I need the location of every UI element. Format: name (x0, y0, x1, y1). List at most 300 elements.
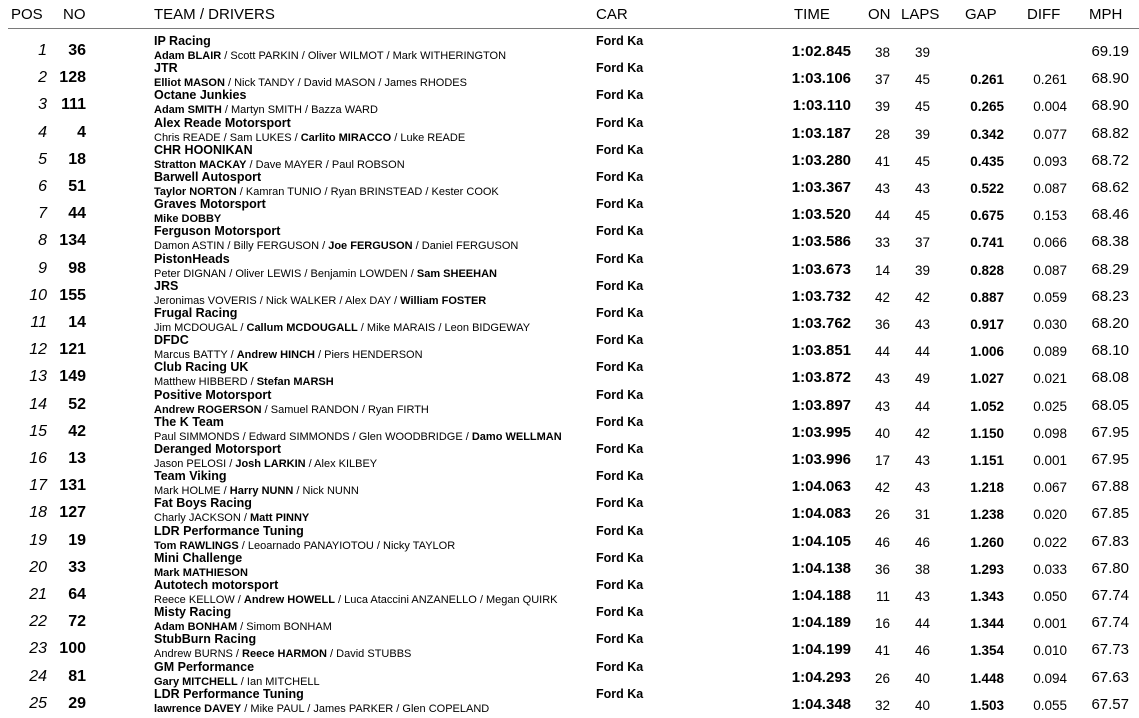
driver-name: Mike DOBBY (154, 213, 222, 226)
driver-name: Nicky TAYLOR (383, 539, 456, 552)
cell-time: 1:03.851 (791, 342, 851, 360)
cell-car: Ford Ka (596, 278, 644, 293)
cell-no: 81 (68, 667, 86, 685)
cell-gap: 1.052 (970, 398, 1004, 414)
cell-drivers: Damon ASTIN / Billy FERGUSON / Joe FERGUSON / Daniel FERGUSON (154, 240, 519, 253)
driver-name: Martyn SMITH (231, 104, 302, 117)
table-row (0, 301, 1139, 334)
table-row (0, 111, 1139, 144)
cell-gap: 1.448 (970, 670, 1004, 686)
cell-car: Ford Ka (596, 197, 644, 212)
cell-car: Ford Ka (596, 632, 644, 647)
cell-no: 44 (68, 205, 86, 223)
cell-team: StubBurn Racing (154, 632, 257, 647)
cell-on: 28 (874, 126, 890, 142)
cell-team: Mini Challenge (154, 550, 243, 565)
cell-no: 18 (68, 150, 86, 168)
cell-diff: 0.001 (1033, 616, 1067, 632)
cell-time: 1:03.673 (791, 260, 851, 278)
cell-laps: 45 (914, 153, 930, 169)
driver-name: Piers HENDERSON (324, 349, 423, 362)
cell-team: Octane Junkies (154, 88, 247, 103)
cell-no: 98 (68, 259, 86, 277)
cell-mph: 67.80 (1091, 559, 1129, 577)
cell-pos: 8 (38, 232, 47, 250)
cell-laps: 46 (914, 643, 930, 659)
cell-time: 1:04.188 (791, 587, 851, 604)
cell-time: 1:02.845 (791, 43, 851, 60)
cell-pos: 18 (29, 504, 47, 522)
cell-laps: 39 (914, 126, 930, 142)
cell-team: IP Racing (154, 34, 211, 48)
cell-team: Alex Reade Motorsport (154, 115, 291, 130)
cell-car: Ford Ka (596, 333, 644, 348)
cell-mph: 68.72 (1091, 151, 1129, 169)
cell-on: 36 (874, 317, 890, 332)
driver-name: Stratton MACKAY (154, 158, 247, 171)
cell-team: Misty Racing (154, 605, 232, 620)
cell-car: Ford Ka (596, 34, 644, 48)
table-row (0, 573, 1139, 606)
cell-team: LDR Performance Tuning (154, 686, 304, 701)
driver-name: Bazza WARD (311, 104, 378, 117)
cell-time: 1:03.995 (791, 423, 851, 441)
cell-no: 121 (59, 341, 86, 359)
cell-car: Ford Ka (596, 523, 644, 538)
driver-name: Benjamin LOWDEN (310, 267, 408, 280)
cell-time: 1:04.083 (791, 505, 851, 523)
header-on: ON (868, 6, 891, 23)
cell-drivers: Chris READE / Sam LUKES / Carlito MIRACCO / Luke READE (154, 131, 466, 144)
driver-name: James RHODES (384, 77, 467, 90)
driver-name: Sam SHEEHAN (416, 267, 497, 280)
cell-team: Deranged Motorsport (154, 442, 282, 456)
cell-mph: 68.90 (1091, 97, 1129, 115)
cell-laps: 38 (914, 561, 930, 577)
cell-laps: 43 (914, 589, 930, 604)
cell-pos: 5 (38, 150, 47, 168)
driver-name: Reece KELLOW (154, 594, 235, 606)
cell-laps: 43 (914, 480, 930, 496)
header-time: TIME (794, 6, 830, 23)
cell-laps: 37 (914, 235, 930, 251)
cell-time: 1:03.187 (791, 124, 851, 142)
cell-mph: 67.73 (1091, 641, 1129, 659)
cell-no: 111 (61, 96, 86, 114)
header-laps: LAPS (901, 6, 940, 23)
cell-car: Ford Ka (596, 170, 644, 184)
cell-no: 128 (59, 69, 86, 87)
driver-name: Damon ASTIN (154, 240, 225, 253)
cell-on: 17 (874, 453, 890, 468)
cell-drivers: Reece KELLOW / Andrew HOWELL / Luca Ataccini ANZANELLO / Megan QUIRK (154, 594, 558, 606)
cell-time: 1:04.105 (791, 532, 851, 550)
table-row (0, 165, 1139, 198)
driver-name: Glen COPELAND (402, 702, 490, 715)
driver-name: Matt PINNY (249, 512, 310, 525)
driver-name: Ryan FIRTH (367, 403, 429, 416)
cell-diff: 0.098 (1033, 425, 1067, 441)
cell-time: 1:03.732 (791, 287, 851, 305)
driver-name: Oliver LEWIS (235, 267, 302, 280)
cell-diff: 0.025 (1033, 398, 1067, 414)
cell-on: 43 (874, 181, 890, 196)
cell-drivers: Tom RAWLINGS / Leoarnado PANAYIOTOU / Nicky TAYLOR (154, 539, 456, 552)
driver-name: Damo WELLMAN (471, 430, 562, 443)
cell-mph: 67.57 (1091, 695, 1129, 713)
cell-car: Ford Ka (596, 387, 644, 402)
cell-diff: 0.094 (1033, 670, 1067, 686)
driver-name: Kester COOK (431, 186, 499, 198)
cell-mph: 68.29 (1091, 260, 1129, 278)
driver-name: David MASON (303, 77, 376, 90)
cell-pos: 3 (38, 96, 47, 114)
cell-on: 40 (874, 425, 890, 441)
cell-time: 1:04.348 (791, 695, 851, 713)
cell-team: JRS (154, 278, 179, 293)
cell-mph: 67.74 (1091, 614, 1129, 632)
header-no: NO (63, 6, 86, 23)
cell-mph: 68.62 (1091, 179, 1129, 196)
cell-laps: 45 (914, 72, 930, 88)
table-row (0, 627, 1139, 661)
cell-team: Barwell Autosport (154, 170, 262, 184)
cell-gap: 0.917 (970, 317, 1004, 332)
cell-diff: 0.055 (1033, 697, 1067, 713)
driver-name: David STUBBS (336, 648, 412, 661)
driver-name: Oliver WILMOT (307, 50, 384, 62)
table-row (0, 491, 1139, 525)
driver-name: Glen WOODBRIDGE (358, 430, 463, 443)
cell-laps: 40 (914, 670, 930, 686)
driver-name: Luca Ataccini ANZANELLO (344, 594, 477, 606)
cell-no: 100 (59, 640, 86, 658)
cell-team: Frugal Racing (154, 306, 238, 320)
cell-time: 1:03.520 (791, 206, 851, 224)
cell-laps: 43 (914, 317, 930, 332)
cell-on: 26 (874, 670, 890, 686)
cell-laps: 43 (914, 181, 930, 196)
cell-car: Ford Ka (596, 442, 644, 456)
driver-name: Simom BONHAM (246, 621, 332, 634)
table-row (0, 355, 1139, 389)
table-row (0, 328, 1139, 362)
cell-team: Fat Boys Racing (154, 496, 252, 511)
cell-car: Ford Ka (596, 605, 644, 620)
header-team-drivers: TEAM / DRIVERS (154, 6, 275, 23)
cell-time: 1:04.138 (791, 559, 851, 577)
results-header (0, 0, 1139, 28)
cell-mph: 67.95 (1091, 451, 1129, 468)
cell-pos: 2 (38, 69, 47, 87)
cell-drivers: Elliot MASON / Nick TANDY / David MASON / James RHODES (154, 77, 467, 90)
driver-name: Ian MITCHELL (246, 675, 320, 688)
cell-time: 1:04.293 (791, 668, 851, 686)
header-gap: GAP (965, 6, 997, 23)
cell-car: Ford Ka (596, 224, 644, 239)
cell-on: 44 (874, 208, 890, 224)
cell-drivers: Jeronimas VOVERIS / Nick WALKER / Alex DAY / William FOSTER (154, 294, 487, 307)
cell-gap: 1.027 (970, 371, 1004, 387)
header-car: CAR (596, 6, 628, 23)
cell-pos: 7 (38, 205, 47, 223)
cell-laps: 44 (914, 616, 930, 632)
driver-name: Alex DAY (344, 294, 391, 307)
driver-name: Peter DIGNAN (154, 267, 227, 280)
driver-name: Adam BONHAM (154, 621, 238, 634)
cell-pos: 9 (38, 259, 47, 277)
table-row (0, 219, 1139, 253)
cell-team: GM Performance (154, 659, 255, 674)
table-row (0, 29, 1139, 62)
driver-name: Nick NUNN (302, 485, 359, 498)
table-row (0, 383, 1139, 416)
driver-name: Ryan BRINSTEAD (330, 186, 423, 198)
driver-name: Tom RAWLINGS (154, 539, 239, 552)
cell-laps: 49 (914, 371, 930, 387)
driver-name: Edward SIMMONDS (248, 430, 350, 443)
cell-no: 131 (59, 477, 86, 495)
cell-team: LDR Performance Tuning (154, 523, 304, 538)
driver-name: Mark MATHIESON (154, 566, 248, 579)
cell-team: Club Racing UK (154, 360, 249, 375)
cell-diff: 0.022 (1033, 534, 1067, 550)
cell-car: Ford Ka (596, 578, 644, 592)
cell-drivers: Mark HOLME / Harry NUNN / Nick NUNN (154, 485, 359, 498)
cell-pos: 21 (29, 586, 47, 603)
cell-on: 26 (874, 507, 890, 523)
table-row (0, 546, 1139, 579)
cell-pos: 11 (30, 314, 47, 331)
cell-drivers: Matthew HIBBERD / Stefan MARSH (154, 376, 334, 389)
cell-mph: 67.63 (1091, 668, 1129, 686)
cell-mph: 67.88 (1091, 478, 1129, 496)
cell-car: Ford Ka (596, 306, 644, 320)
cell-drivers: Jim MCDOUGAL / Callum MCDOUGALL / Mike MARAIS / Leon BIDGEWAY (154, 322, 531, 334)
driver-name: Jim MCDOUGAL (154, 322, 238, 334)
cell-time: 1:03.872 (791, 369, 851, 387)
cell-time: 1:03.996 (791, 451, 851, 468)
table-row (0, 56, 1139, 90)
cell-mph: 68.20 (1091, 315, 1129, 332)
cell-on: 16 (874, 616, 890, 632)
driver-name: Chris READE (154, 131, 221, 144)
cell-car: Ford Ka (596, 414, 644, 429)
cell-team: CHR HOONIKAN (154, 142, 253, 157)
driver-name: Mike MARAIS (366, 322, 436, 334)
cell-mph: 67.74 (1091, 587, 1129, 604)
driver-name: Reece HARMON (242, 648, 327, 661)
cell-diff: 0.066 (1033, 235, 1067, 251)
table-row (0, 464, 1139, 498)
cell-gap: 1.293 (970, 561, 1004, 577)
cell-on: 33 (874, 235, 890, 251)
cell-time: 1:03.586 (791, 233, 851, 251)
cell-on: 42 (874, 289, 890, 305)
driver-name: Luke READE (400, 131, 466, 144)
cell-time: 1:03.106 (791, 70, 851, 88)
cell-pos: 15 (29, 422, 47, 440)
table-row (0, 83, 1139, 117)
cell-diff: 0.261 (1033, 72, 1067, 88)
driver-name: Callum MCDOUGALL (246, 322, 358, 334)
cell-car: Ford Ka (596, 550, 644, 565)
cell-mph: 67.95 (1091, 423, 1129, 441)
cell-car: Ford Ka (596, 142, 644, 157)
header-mph: MPH (1089, 6, 1123, 23)
cell-laps: 46 (914, 534, 930, 550)
cell-team: Autotech motorsport (154, 578, 279, 592)
cell-drivers: Adam BLAIR / Scott PARKIN / Oliver WILMOT / Mark WITHERINGTON (154, 50, 507, 62)
cell-car: Ford Ka (596, 659, 644, 674)
cell-car: Ford Ka (596, 61, 644, 76)
cell-mph: 68.08 (1091, 369, 1129, 387)
cell-on: 37 (874, 72, 890, 88)
cell-car: Ford Ka (596, 251, 644, 266)
cell-gap: 0.522 (970, 181, 1004, 196)
cell-gap: 0.265 (970, 99, 1004, 115)
cell-diff: 0.001 (1033, 453, 1067, 468)
cell-laps: 45 (914, 208, 930, 224)
cell-drivers: Stratton MACKAY / Dave MAYER / Paul ROBSON (154, 158, 405, 171)
cell-car: Ford Ka (596, 88, 644, 103)
cell-car: Ford Ka (596, 115, 644, 130)
cell-gap: 0.342 (970, 126, 1004, 142)
driver-name: Leoarnado PANAYIOTOU (247, 539, 374, 552)
driver-name: Daniel FERGUSON (421, 240, 519, 253)
cell-no: 4 (77, 123, 86, 141)
driver-name: Jeronimas VOVERIS (154, 294, 257, 307)
cell-gap: 1.151 (970, 453, 1004, 468)
cell-diff: 0.004 (1033, 99, 1067, 115)
cell-diff: 0.087 (1033, 181, 1067, 196)
cell-diff: 0.093 (1033, 153, 1067, 169)
cell-mph: 67.83 (1091, 532, 1129, 550)
cell-on: 41 (874, 643, 890, 659)
table-row (0, 274, 1139, 307)
cell-pos: 23 (29, 640, 47, 658)
cell-no: 127 (59, 504, 86, 522)
driver-name: Gary MITCHELL (154, 675, 238, 688)
cell-gap: 0.435 (970, 153, 1004, 169)
cell-no: 19 (68, 531, 86, 549)
driver-name: Andrew ROGERSON (154, 403, 262, 416)
cell-diff: 0.050 (1033, 589, 1067, 604)
cell-pos: 1 (38, 42, 47, 59)
table-row (0, 410, 1139, 443)
cell-drivers: Andrew BURNS / Reece HARMON / David STUBBS (154, 648, 412, 661)
cell-no: 64 (68, 586, 86, 603)
cell-time: 1:04.189 (791, 614, 851, 632)
cell-gap: 1.354 (970, 643, 1004, 659)
cell-laps: 40 (914, 697, 930, 713)
cell-diff: 0.033 (1033, 561, 1067, 577)
cell-laps: 42 (914, 425, 930, 441)
cell-drivers: Peter DIGNAN / Oliver LEWIS / Benjamin LOWDEN / Sam SHEEHAN (154, 267, 497, 280)
driver-name: Adam BLAIR (154, 50, 222, 62)
driver-name: Adam SMITH (154, 104, 222, 117)
cell-on: 41 (874, 153, 890, 169)
driver-name: Paul ROBSON (331, 158, 405, 171)
cell-mph: 67.85 (1091, 505, 1129, 523)
cell-time: 1:04.063 (791, 478, 851, 496)
driver-name: Jason PELOSI (154, 458, 227, 470)
cell-car: Ford Ka (596, 360, 644, 375)
cell-gap: 0.887 (970, 289, 1004, 305)
cell-diff: 0.020 (1033, 507, 1067, 523)
cell-laps: 39 (914, 262, 930, 278)
cell-no: 72 (68, 613, 86, 631)
cell-on: 42 (874, 480, 890, 496)
cell-diff: 0.021 (1033, 371, 1067, 387)
cell-time: 1:03.897 (791, 396, 851, 414)
cell-pos: 17 (29, 477, 47, 495)
cell-diff: 0.087 (1033, 262, 1067, 278)
cell-no: 155 (59, 286, 86, 304)
cell-diff: 0.067 (1033, 480, 1067, 496)
results-table (0, 29, 1139, 718)
driver-name: lawrence DAVEY (154, 702, 242, 715)
cell-pos: 22 (29, 613, 47, 631)
driver-name: Kamran TUNIO (245, 186, 322, 198)
cell-no: 33 (68, 558, 86, 576)
driver-name: Taylor NORTON (154, 186, 237, 198)
cell-diff: 0.153 (1033, 208, 1067, 224)
cell-on: 43 (874, 398, 890, 414)
driver-name: Charly JACKSON (154, 512, 241, 525)
cell-team: Graves Motorsport (154, 197, 266, 212)
cell-laps: 44 (914, 344, 930, 360)
cell-gap: 1.343 (970, 589, 1004, 604)
driver-name: Marcus BATTY (154, 349, 228, 362)
cell-no: 149 (59, 368, 86, 386)
cell-gap: 1.503 (970, 697, 1004, 713)
driver-name: Mark HOLME (154, 485, 221, 498)
driver-name: Josh LARKIN (235, 458, 306, 470)
header-pos: POS (11, 6, 43, 23)
cell-laps: 45 (914, 99, 930, 115)
cell-team: Ferguson Motorsport (154, 224, 281, 239)
cell-laps: 39 (914, 45, 930, 60)
cell-mph: 68.10 (1091, 342, 1129, 360)
cell-no: 52 (68, 395, 86, 413)
cell-diff: 0.010 (1033, 643, 1067, 659)
cell-laps: 44 (914, 398, 930, 414)
driver-name: James PARKER (313, 702, 394, 715)
cell-no: 51 (68, 178, 86, 195)
driver-name: Harry NUNN (229, 485, 294, 498)
cell-gap: 1.006 (970, 344, 1004, 360)
driver-name: Billy FERGUSON (233, 240, 320, 253)
cell-on: 38 (874, 45, 890, 60)
cell-gap: 0.261 (970, 72, 1004, 88)
cell-gap: 0.828 (970, 262, 1004, 278)
driver-name: Joe FERGUSON (328, 240, 413, 253)
header-diff: DIFF (1027, 6, 1061, 23)
cell-team: DFDC (154, 333, 189, 348)
cell-gap: 1.238 (970, 507, 1004, 523)
cell-drivers: Adam BONHAM / Simom BONHAM (154, 621, 332, 634)
driver-name: Sam LUKES (229, 131, 292, 144)
cell-drivers: Gary MITCHELL / Ian MITCHELL (154, 675, 320, 688)
driver-name: Leon BIDGEWAY (444, 322, 531, 334)
cell-gap: 0.675 (970, 208, 1004, 224)
cell-no: 134 (59, 232, 86, 250)
cell-mph: 68.23 (1091, 287, 1129, 305)
cell-team: Team Viking (154, 469, 227, 484)
cell-on: 36 (874, 561, 890, 577)
cell-mph: 69.19 (1091, 43, 1129, 60)
